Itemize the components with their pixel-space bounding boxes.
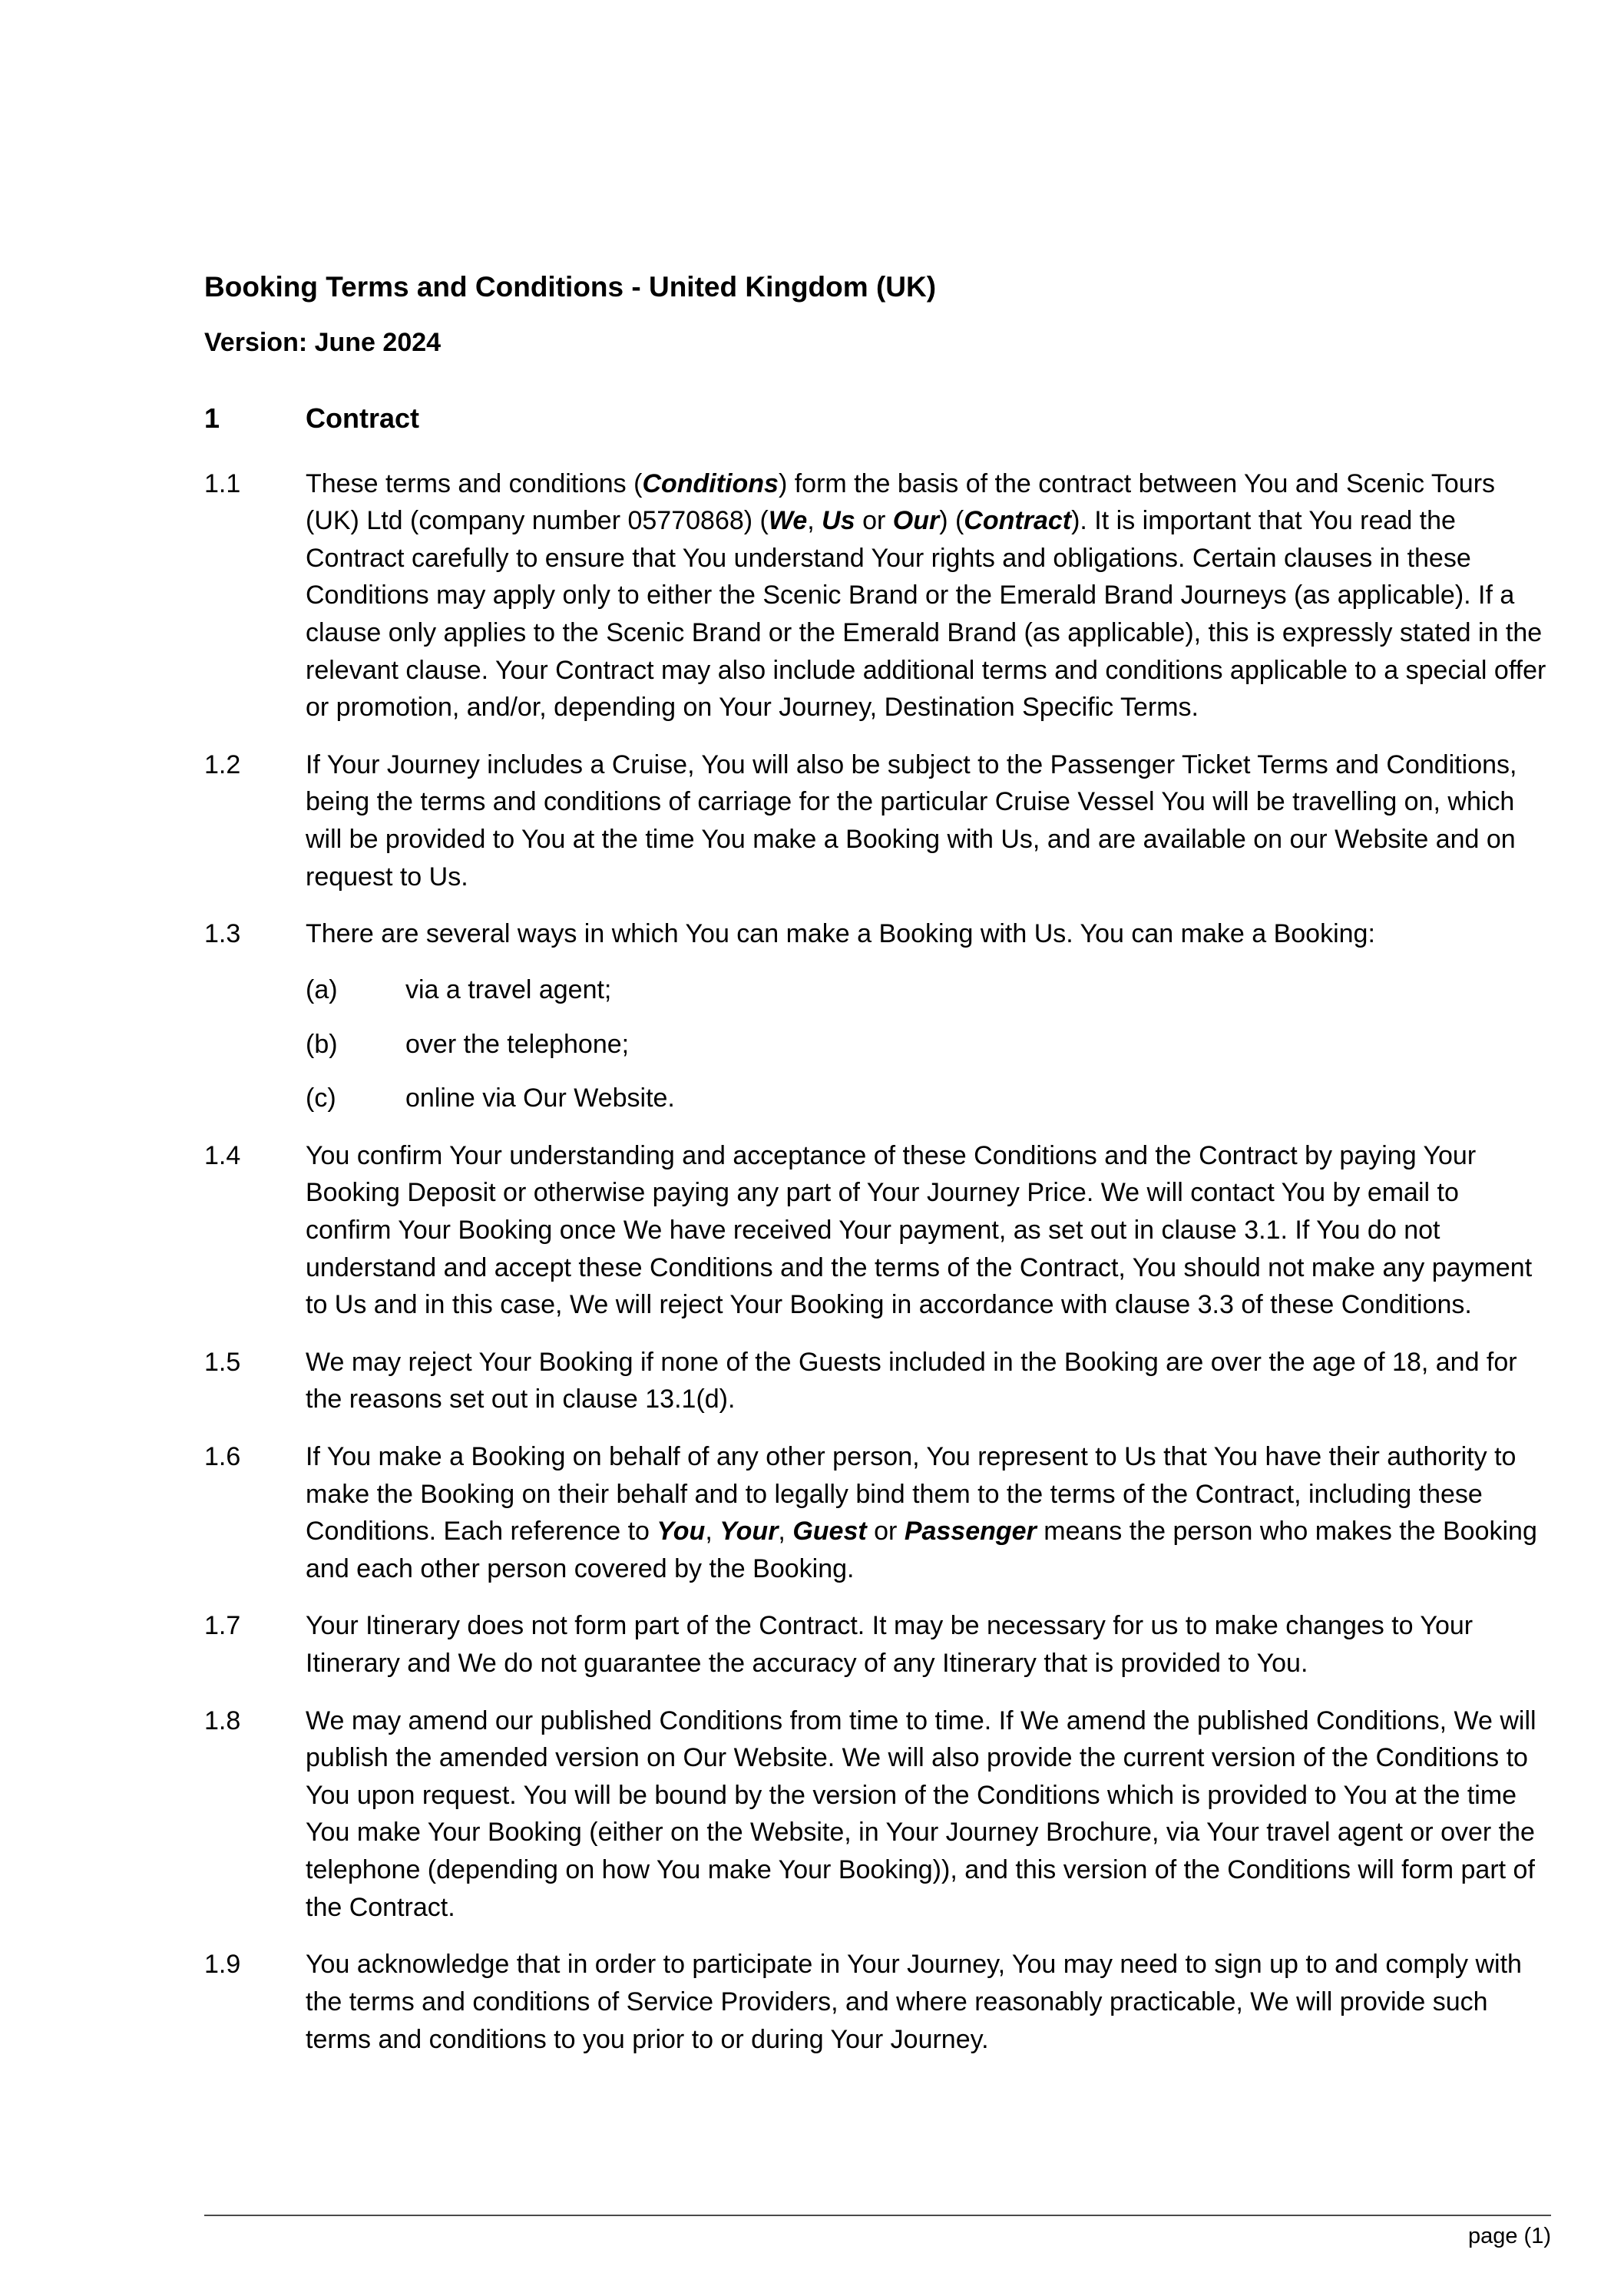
text-segment: We may reject Your Booking if none of the Guests included in the Booking are over the age of 18, and for the reasons set out in clause 13.1(d). — [306, 1347, 1517, 1414]
subitem-text: over the telephone; — [405, 1029, 630, 1059]
text-segment: , — [778, 1517, 793, 1547]
emphasized-term: Contract — [964, 506, 1072, 536]
text-segment: If You make a Booking on behalf of any other person, You represent to Us that You have their authority to make the Booking on their behalf and to legally bind them to the terms of the Contract, including these Conditions. Each reference to — [306, 1442, 1517, 1547]
clause-number: 1.2 — [204, 749, 241, 779]
clause-1.4 — [204, 1137, 1551, 1324]
subitem-a — [306, 971, 1551, 1009]
emphasized-term: Your — [719, 1517, 779, 1547]
version-label: Version: June 2024 — [204, 328, 442, 358]
document-title: Booking Terms and Conditions - United Kingdom (UK) — [204, 271, 937, 303]
text-segment: ) form the basis of the contract between You and Scenic Tours (UK) Ltd (company number 05770868) ( — [306, 468, 1496, 536]
subitem-label: (c) — [306, 1083, 336, 1113]
page-footer — [204, 2215, 1551, 2251]
emphasized-term: Guest — [792, 1517, 867, 1547]
clause-text — [306, 1344, 1551, 1418]
clause-text — [306, 1438, 1551, 1587]
clauses-container — [204, 465, 1551, 2059]
emphasized-term: Our — [892, 506, 940, 536]
text-segment: Your Itinerary does not form part of the Contract. It may be necessary for us to make changes to Your Itinerary and We do not guarantee the accuracy of any Itinerary that is provided to You. — [306, 1611, 1474, 1679]
emphasized-term: We — [768, 506, 808, 536]
clause-text — [306, 1946, 1551, 2058]
emphasized-term: Us — [822, 506, 855, 536]
text-segment: or — [855, 506, 893, 536]
clause-number: 1.7 — [204, 1611, 241, 1641]
clause-number: 1.4 — [204, 1140, 241, 1170]
clause-number: 1.3 — [204, 919, 241, 949]
subitem-label: (a) — [306, 974, 338, 1004]
text-segment: If Your Journey includes a Cruise, You will also be subject to the Passenger Ticket Terms and Conditions, being the terms and conditions of carriage for the particular Cruise Vessel You will be travelling on, which will be provided to You at the time You make a Booking with Us, and are available on our Website and on request to Us. — [306, 749, 1517, 892]
emphasized-term: You — [657, 1517, 706, 1547]
clause-text — [306, 1137, 1551, 1324]
subitem-c — [306, 1080, 1551, 1117]
clause-1.9 — [204, 1946, 1551, 2058]
text-segment: , — [807, 506, 822, 536]
text-segment: , — [705, 1517, 720, 1547]
section-title: Contract — [306, 402, 420, 434]
emphasized-term: Conditions — [642, 468, 779, 498]
clause-number: 1.8 — [204, 1705, 241, 1735]
clause-number: 1.1 — [204, 468, 241, 498]
clause-1.8 — [204, 1702, 1551, 1927]
text-segment: There are several ways in which You can make a Booking with Us. You can make a Booking: — [306, 919, 1375, 949]
page-number: page (1) — [1467, 2224, 1551, 2249]
text-segment: These terms and conditions ( — [306, 468, 643, 498]
subitem-b — [306, 1026, 1551, 1064]
text-segment: or — [866, 1517, 905, 1547]
text-segment: You acknowledge that in order to participate in Your Journey, You may need to sign up to and comply with the terms and conditions of Service Providers, and where reasonably practicable, We will provide such terms and conditions to you prior to or during Your Journey. — [306, 1950, 1522, 2054]
clause-1.5 — [204, 1344, 1551, 1418]
clause-number: 1.6 — [204, 1442, 241, 1471]
emphasized-term: Passenger — [904, 1517, 1037, 1547]
clause-text — [306, 746, 1551, 895]
subitem-label: (b) — [306, 1029, 338, 1059]
clause-1.3 — [204, 915, 1551, 1117]
section-heading — [204, 400, 1551, 438]
section-number: 1 — [204, 402, 220, 434]
clause-number: 1.5 — [204, 1347, 241, 1377]
clause-text — [306, 1607, 1551, 1682]
text-segment: You confirm Your understanding and acceptance of these Conditions and the Contract by paying Your Booking Deposit or otherwise paying any part of Your Journey Price. We will contact You by email to confirm Your Booking once We have received Your payment, as set out in clause 3.1. If You do not understand and accept these Conditions and the terms of the Contract, You should not make any payment to Us and in this case, We will reject Your Booking in accordance with clause 3.3 of these Conditions. — [306, 1140, 1533, 1320]
clause-1.7 — [204, 1607, 1551, 1682]
clause-1.1 — [204, 465, 1551, 726]
subitem-text: via a travel agent; — [405, 974, 612, 1004]
text-segment: means the person who makes the Booking and each other person covered by the Booking. — [306, 1517, 1537, 1583]
text-segment: We may amend our published Conditions from time to time. If We amend the published Conditions, We will publish the amended version on Our Website. We will also provide the current version of the Conditions to You upon request. You will be bound by the version of the Conditions which is provided to You at the time You make Your Booking (either on the Website, in Your Journey Brochure, via Your travel agent or over the telephone (depending on how You make Your Booking)), and this version of the Conditions will form part of the Contract. — [306, 1705, 1536, 1922]
clause-text — [306, 1702, 1551, 1927]
text-segment: ). It is important that You read the Contract carefully to ensure that You understand Your rights and obligations. Certain clauses in these Conditions may apply only to either the Scenic Brand or the Emerald Brand Journeys (as applicable). If a clause only applies to the Scenic Brand or the Emerald Brand (as applicable), this is expressly stated in the relevant clause. Your Contract may also include additional terms and conditions applicable to a special offer or promotion, and/or, depending on Your Journey, Destination Specific Terms. — [306, 506, 1546, 723]
clause-text — [306, 465, 1551, 726]
clause-1.2 — [204, 746, 1551, 895]
subitem-text: online via Our Website. — [405, 1083, 675, 1113]
clause-1.6 — [204, 1438, 1551, 1587]
clause-subitems — [306, 971, 1551, 1117]
text-segment: ) ( — [939, 506, 964, 536]
clause-number: 1.9 — [204, 1950, 241, 1980]
clause-text — [306, 915, 1551, 1117]
